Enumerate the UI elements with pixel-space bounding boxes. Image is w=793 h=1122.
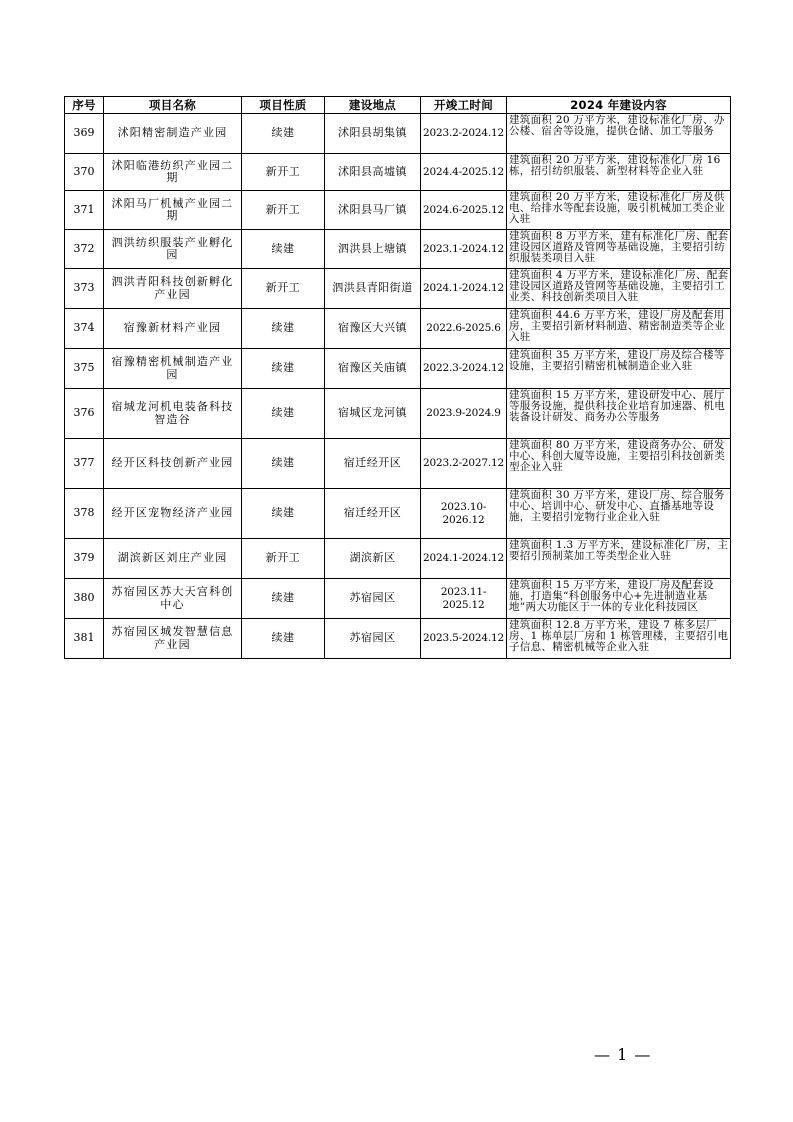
cell-period: 2023.2-2027.12: [421, 439, 507, 489]
cell-location: 苏宿园区: [325, 619, 421, 659]
cell-project-nature: 新开工: [242, 269, 325, 309]
cell-content: 建筑面积 1.3 万平方米，建设标准化厂房，主要招引预制菜加工等类型企业入驻: [507, 539, 731, 579]
header-location: 建设地点: [325, 97, 421, 114]
header-period: 开竣工时间: [421, 97, 507, 114]
cell-project-nature: 续建: [242, 489, 325, 539]
cell-seq: 370: [65, 154, 104, 191]
cell-location: 宿迁经开区: [325, 489, 421, 539]
table-row: [65, 389, 731, 439]
cell-location: 宿迁经开区: [325, 439, 421, 489]
table-row: [65, 579, 731, 619]
cell-project-nature: 续建: [242, 439, 325, 489]
cell-period: 2023.10-2026.12: [421, 489, 507, 539]
cell-project-nature: 续建: [242, 619, 325, 659]
table-row: [65, 114, 731, 154]
cell-period: 2024.4-2025.12: [421, 154, 507, 191]
cell-project-name: 苏宿园区城发智慧信息产业园: [104, 619, 242, 659]
cell-seq: 380: [65, 579, 104, 619]
cell-project-nature: 新开工: [242, 154, 325, 191]
cell-location: 湖滨新区: [325, 539, 421, 579]
cell-seq: 378: [65, 489, 104, 539]
cell-seq: 369: [65, 114, 104, 154]
cell-project-name: 泗洪纺织服装产业孵化园: [104, 230, 242, 269]
page-number: — 1 —: [594, 1045, 652, 1064]
cell-location: 沭阳县胡集镇: [325, 114, 421, 154]
cell-project-name: 沭阳马厂机械产业园二期: [104, 191, 242, 230]
cell-content: 建筑面积 4 万平方米，建设标准化厂房、配套建设园区道路及管网等基础设施，主要招引工业类、科技创新类项目入驻: [507, 269, 731, 309]
project-table: [64, 96, 731, 659]
cell-content: 建筑面积 35 万平方米，建设厂房及综合楼等设施，主要招引精密机械制造企业入驻: [507, 349, 731, 389]
cell-content: 建筑面积 20 万平方米，建设标准化厂房 16 栋，招引纺织服装、新型材料等企业入驻: [507, 154, 731, 191]
cell-project-name: 沭阳精密制造产业园: [104, 114, 242, 154]
cell-period: 2023.2-2024.12: [421, 114, 507, 154]
cell-seq: 376: [65, 389, 104, 439]
cell-content: 建筑面积 8 万平方米，建有标准化厂房、配套建设园区道路及管网等基础设施，主要招引纺织服装类项目入驻: [507, 230, 731, 269]
cell-project-nature: 新开工: [242, 191, 325, 230]
cell-period: 2024.1-2024.12: [421, 539, 507, 579]
cell-period: 2022.6-2025.6: [421, 309, 507, 349]
cell-project-name: 湖滨新区刘庄产业园: [104, 539, 242, 579]
cell-project-nature: 续建: [242, 309, 325, 349]
cell-period: 2024.1-2024.12: [421, 269, 507, 309]
cell-location: 苏宿园区: [325, 579, 421, 619]
table-row: [65, 489, 731, 539]
header-content: 2024 年建设内容: [507, 97, 731, 114]
cell-project-name: 经开区科技创新产业园: [104, 439, 242, 489]
cell-seq: 374: [65, 309, 104, 349]
table-row: [65, 439, 731, 489]
cell-seq: 377: [65, 439, 104, 489]
table-header-row: [65, 97, 731, 114]
cell-location: 泗洪县青阳街道: [325, 269, 421, 309]
header-project-nature: 项目性质: [242, 97, 325, 114]
cell-project-name: 经开区宠物经济产业园: [104, 489, 242, 539]
cell-project-name: 沭阳临港纺织产业园二期: [104, 154, 242, 191]
cell-project-nature: 续建: [242, 349, 325, 389]
cell-period: 2023.11-2025.12: [421, 579, 507, 619]
cell-period: 2023.1-2024.12: [421, 230, 507, 269]
cell-period: 2022.3-2024.12: [421, 349, 507, 389]
cell-location: 泗洪县上塘镇: [325, 230, 421, 269]
cell-seq: 373: [65, 269, 104, 309]
cell-seq: 372: [65, 230, 104, 269]
table-row: [65, 230, 731, 269]
cell-seq: 379: [65, 539, 104, 579]
table-row: [65, 309, 731, 349]
cell-period: 2024.6-2025.12: [421, 191, 507, 230]
cell-location: 宿豫区大兴镇: [325, 309, 421, 349]
cell-project-nature: 续建: [242, 579, 325, 619]
table-row: [65, 154, 731, 191]
cell-location: 沭阳县马厂镇: [325, 191, 421, 230]
cell-content: 建筑面积 20 万平方米，建设标准化厂房及供电、给排水等配套设施，吸引机械加工类企业入驻: [507, 191, 731, 230]
cell-project-name: 苏宿园区苏大天宫科创中心: [104, 579, 242, 619]
cell-project-nature: 续建: [242, 389, 325, 439]
cell-content: 建筑面积 15 万平方米，建设研发中心、展厅等服务设施，提供科技企业培育加速器、机电装备设计研发、商务办公等服务: [507, 389, 731, 439]
table-row: [65, 191, 731, 230]
cell-period: 2023.5-2024.12: [421, 619, 507, 659]
cell-project-name: 宿豫精密机械制造产业园: [104, 349, 242, 389]
cell-content: 建筑面积 44.6 万平方米，建设厂房及配套用房，主要招引新材料制造、精密制造类等企业入驻: [507, 309, 731, 349]
cell-project-name: 宿城龙河机电装备科技智造谷: [104, 389, 242, 439]
cell-seq: 381: [65, 619, 104, 659]
cell-period: 2023.9-2024.9: [421, 389, 507, 439]
cell-project-nature: 新开工: [242, 539, 325, 579]
header-project-name: 项目名称: [104, 97, 242, 114]
table-body: [65, 114, 731, 659]
cell-content: 建筑面积 12.8 万平方米，建设 7 栋多层厂房、1 栋单层厂房和 1 栋管理楼，主要招引电子信息、精密机械等企业入驻: [507, 619, 731, 659]
cell-content: 建筑面积 30 万平方米，建设厂房、综合服务中心、培训中心、研发中心、直播基地等设施，主要招引宠物行业企业入驻: [507, 489, 731, 539]
cell-project-name: 宿豫新材料产业园: [104, 309, 242, 349]
cell-seq: 375: [65, 349, 104, 389]
cell-content: 建筑面积 15 万平方米，建设厂房及配套设施，打造集“科创服务中心+先进制造业基地”两大功能区于一体的专业化科技园区: [507, 579, 731, 619]
cell-location: 宿城区龙河镇: [325, 389, 421, 439]
cell-location: 沭阳县高墟镇: [325, 154, 421, 191]
table-row: [65, 269, 731, 309]
table-row: [65, 349, 731, 389]
cell-project-nature: 续建: [242, 114, 325, 154]
cell-project-nature: 续建: [242, 230, 325, 269]
cell-project-name: 泗洪青阳科技创新孵化产业园: [104, 269, 242, 309]
table-row: [65, 619, 731, 659]
cell-content: 建筑面积 80 万平方米，建设商务办公、研发中心、科创大厦等设施，主要招引科技创新类型企业入驻: [507, 439, 731, 489]
cell-content: 建筑面积 20 万平方米，建设标准化厂房、办公楼、宿舍等设施，提供仓储、加工等服务: [507, 114, 731, 154]
header-seq: 序号: [65, 97, 104, 114]
cell-location: 宿豫区关庙镇: [325, 349, 421, 389]
cell-seq: 371: [65, 191, 104, 230]
table-row: [65, 539, 731, 579]
